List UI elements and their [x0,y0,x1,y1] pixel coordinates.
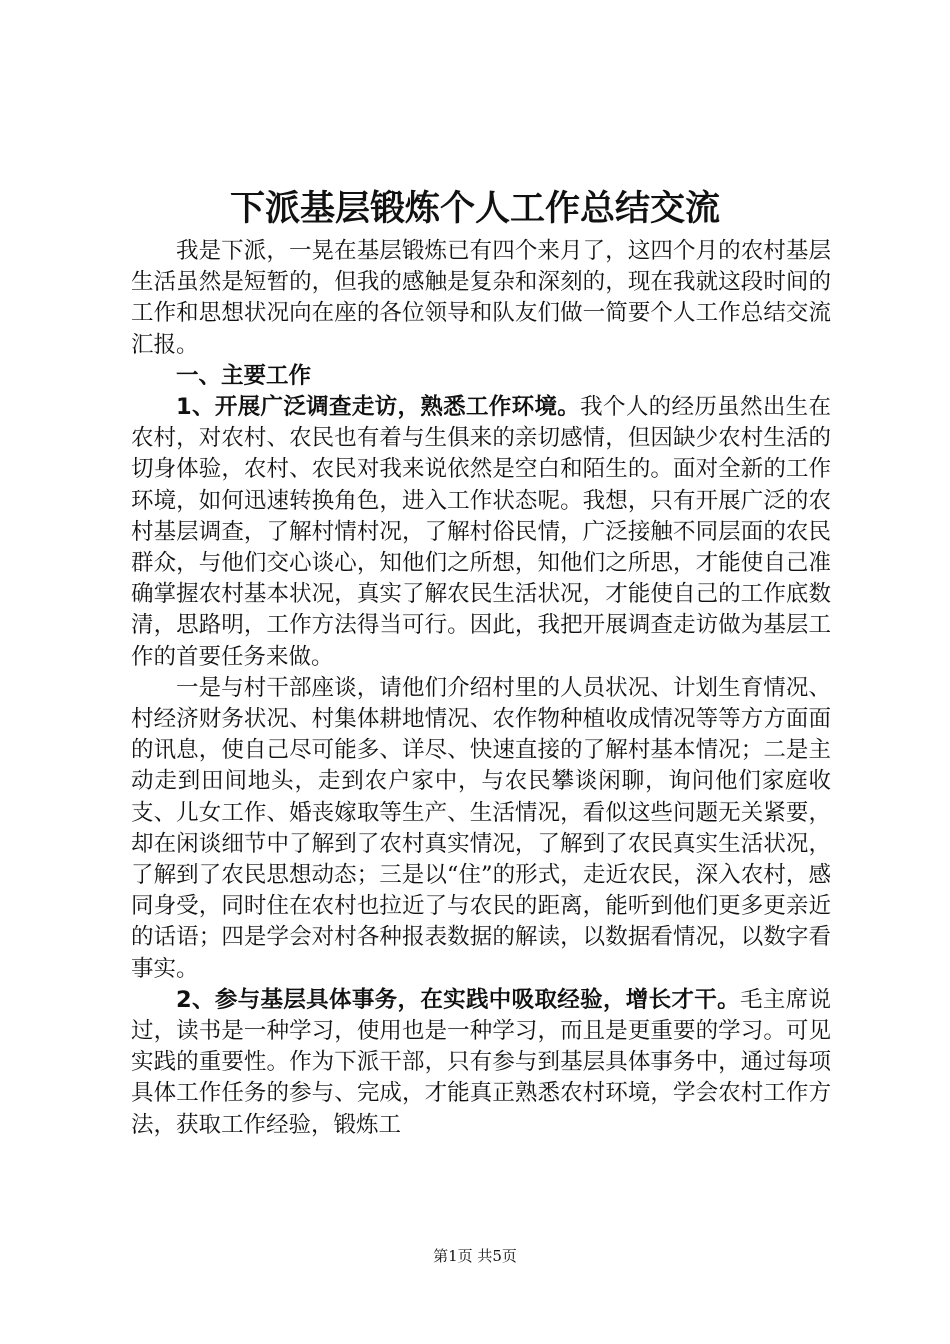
intro-paragraph: 我是下派，一晃在基层锻炼已有四个来月了，这四个月的农村基层生活虽然是短暂的，但我的感触是复杂和深刻的，现在我就这段时间的工作和思想状况向在座的各位领导和队友们做一简要个人工作总结交流汇报。 [131,238,831,358]
item1-paragraph [131,392,831,673]
item1-text: 我个人的经历虽然出生在农村，对农村、农民也有着与生俱来的亲切感情，但因缺少农村生活的切身体验，农村、农民对我来说依然是空白和陌生的。面对全新的工作环境，如何迅速转换角色，进入工作状态呢。我想，只有开展广泛的农村基层调查，了解村情村况，了解村俗民情，广泛接触不同层面的农民群众，与他们交心谈心，知他们之所想，知他们之所思，才能使自己准确掌握农村基本状况，真实了解农民生活状况，才能使自己的工作底数清，思路明，工作方法得当可行。因此，我把开展调查走访做为基层工作的首要任务来做。 [131,394,831,670]
document-body [131,236,831,1141]
item1-lead: 1、开展广泛调查走访，熟悉工作环境。 [176,394,581,421]
item2-paragraph [131,985,831,1141]
page-footer: 第1页 共5页 [433,1247,517,1265]
item2-lead: 2、参与基层具体事务，在实践中吸取经验，增长才干。 [176,986,740,1013]
document-title: 下派基层锻炼个人工作总结交流 [229,189,720,229]
section-heading: 一、主要工作 [176,362,312,389]
item1-detail-paragraph: 一是与村干部座谈，请他们介绍村里的人员状况、计划生育情况、村经济财务状况、村集体耕地情况、农作物种植收成情况等等方方面面的讯息，使自己尽可能多、详尽、快速直接的了解村基本情况；二是主动走到田间地头，走到农户家中，与农民攀谈闲聊，询问他们家庭收支、儿女工作、婚丧嫁取等生产、生活情况，看似这些问题无关紧要，却在闲谈细节中了解到了农村真实情况，了解到了农民真实生活状况，了解到了农民思想动态；三是以“住”的形式，走近农民，深入农村，感同身受，同时住在农村也拉近了与农民的距离，能听到他们更多更亲近的话语；四是学会对村各种报表数据的解读，以数据看情况，以数字看事实。 [131,674,831,982]
item2-text: 毛主席说过，读书是一种学习，使用也是一种学习，而且是更重要的学习。可见实践的重要性。作为下派干部，只有参与到基层具体事务中，通过每项具体工作任务的参与、完成，才能真正熟悉农村环境，学会农村工作方法，获取工作经验，锻炼工 [131,986,831,1138]
